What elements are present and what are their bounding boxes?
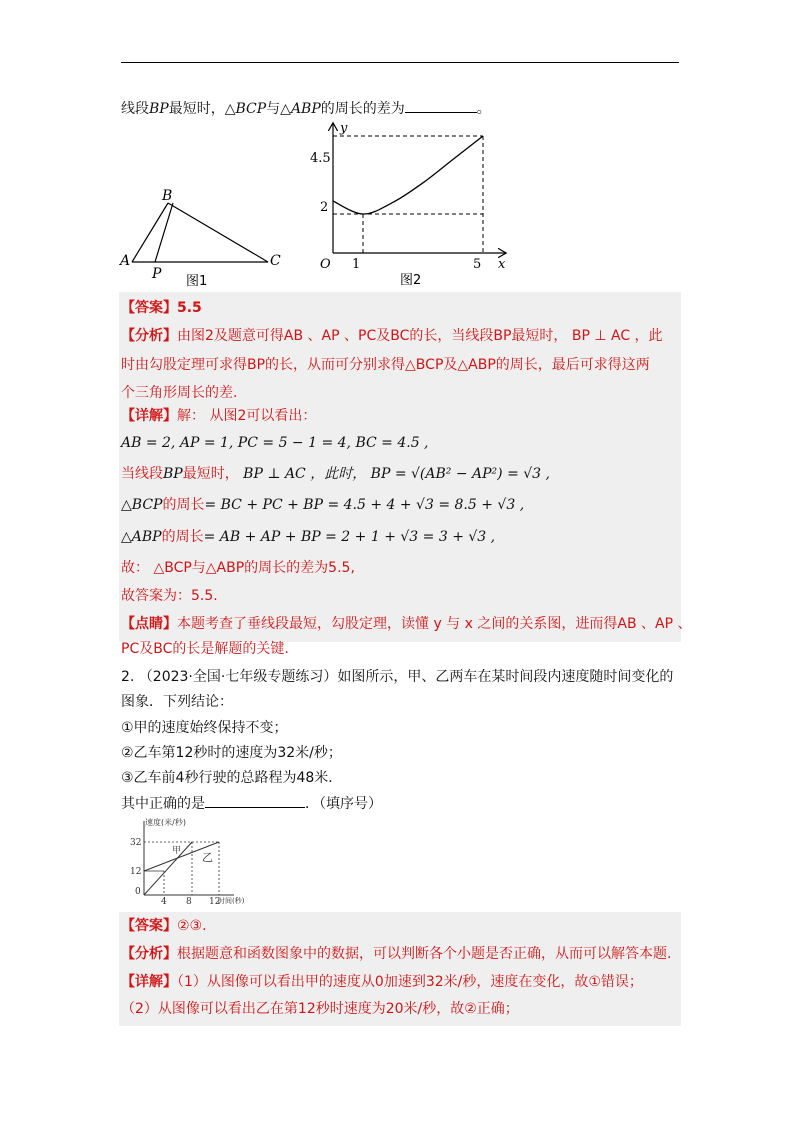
equation-line bbox=[121, 527, 495, 547]
q2-text: 其中正确的是 bbox=[121, 796, 205, 812]
analysis-text: 时由勾股定理可求得BP的长，从而可分别求得△BCP及△ABP的周长，最后可求得这两 bbox=[121, 357, 650, 373]
detail-line bbox=[121, 999, 519, 1019]
detail-tag: 【详解】 bbox=[121, 408, 177, 424]
equation-line bbox=[121, 433, 429, 453]
text: 的周长 bbox=[161, 529, 204, 545]
header-rule bbox=[121, 62, 679, 63]
q2-text: ①甲的速度始终保持不变； bbox=[121, 720, 288, 736]
comment-text: PC及BC的长是解题的关键. bbox=[121, 641, 289, 657]
y-tick-label: 2 bbox=[320, 200, 329, 215]
text: 最短时， bbox=[168, 101, 225, 117]
math-bp: BP bbox=[163, 466, 183, 482]
answer-line bbox=[121, 916, 207, 936]
q2-text: 图象．下列结论： bbox=[121, 694, 233, 710]
comment-tag: 【点睛】 bbox=[121, 616, 177, 632]
comment-line-1 bbox=[121, 614, 691, 634]
math-abp: △ABP bbox=[280, 101, 321, 117]
figure-2-graph bbox=[300, 118, 515, 290]
math-bp: BP bbox=[149, 101, 169, 117]
q2-line bbox=[121, 718, 288, 738]
equation-line bbox=[121, 495, 524, 515]
answer-value: ②③. bbox=[177, 918, 207, 934]
label-a: A bbox=[120, 253, 131, 269]
q1-tail-line bbox=[121, 98, 491, 119]
math-bcp: △BCP bbox=[224, 101, 267, 117]
equation-line bbox=[121, 464, 550, 484]
analysis-line bbox=[121, 944, 671, 964]
speed-time-chart bbox=[122, 815, 302, 905]
y-tick-label: 32 bbox=[130, 838, 142, 848]
figure-1-caption: 图1 bbox=[186, 274, 208, 289]
y-axis-label: 速度(米/秒) bbox=[145, 818, 186, 827]
x-tick-label: 4 bbox=[161, 897, 167, 905]
detail-line-1 bbox=[121, 406, 316, 426]
origin-label: O bbox=[320, 257, 331, 272]
segment-ab bbox=[132, 203, 168, 262]
conclusion-line bbox=[121, 558, 355, 578]
conclusion-text: 故： △BCP与△ABP的周长的差为5.5, bbox=[121, 560, 355, 576]
analysis-text: 根据题意和函数图象中的数据，可以判断各个小题是否正确，从而可以解答本题. bbox=[177, 946, 672, 962]
x-axis-label: 时间(秒) bbox=[218, 897, 245, 905]
answer-blank bbox=[205, 793, 305, 808]
q2-line bbox=[121, 743, 342, 763]
segment-bp bbox=[155, 203, 173, 262]
analysis-text: 由图2及题意可得AB 、AP 、PC及BC的长，当线段BP最短时， BP ⊥ AC ，此 bbox=[177, 328, 663, 344]
y-axis-label: y bbox=[340, 121, 348, 136]
analysis-tag: 【分析】 bbox=[121, 328, 177, 344]
text: 。 bbox=[476, 101, 491, 117]
analysis-line-2 bbox=[121, 355, 650, 375]
detail-text: （1）从图像可以看出甲的速度从0加速到32米/秒，速度在变化，故①错误； bbox=[177, 974, 643, 990]
q2-text: 2. （2023·全国·七年级专题练习）如图所示，甲、乙两车在某时间段内速度随时间变化的 bbox=[121, 669, 674, 685]
q2-text: ．（填序号） bbox=[305, 796, 382, 812]
q2-line bbox=[121, 768, 333, 788]
q2-line bbox=[121, 692, 233, 712]
q2-text: ③乙车前4秒行驶的总路程为48米. bbox=[121, 770, 333, 786]
yi-label: 乙 bbox=[202, 851, 213, 864]
figure-2-caption: 图2 bbox=[400, 273, 422, 288]
q2-line bbox=[121, 793, 382, 814]
analysis-tag: 【分析】 bbox=[121, 946, 177, 962]
x-tick-label: 12 bbox=[209, 897, 221, 905]
text: 的周长 bbox=[162, 497, 205, 513]
jia-label: 甲 bbox=[172, 846, 182, 856]
conclusion-text: 故答案为：5.5. bbox=[121, 588, 218, 604]
equation: BP ⊥ AC ，此时， BP = √(AB² − AP²) = √3 , bbox=[238, 466, 550, 482]
detail-text: 解： 从图2可以看出： bbox=[177, 408, 317, 424]
figure-1-triangle bbox=[118, 185, 288, 290]
comment-text: 本题考查了垂线段最短，勾股定理，读懂 y 与 x 之间的关系图，进而得AB 、AP 、 bbox=[177, 616, 692, 632]
label-b: B bbox=[162, 188, 173, 204]
data-curve bbox=[333, 136, 483, 214]
text: 最短时， bbox=[182, 466, 239, 482]
label-p: P bbox=[152, 266, 162, 282]
comment-line-2 bbox=[121, 639, 289, 659]
answer-blank bbox=[405, 98, 477, 113]
analysis-line-3 bbox=[121, 383, 237, 403]
detail-line bbox=[121, 972, 643, 992]
label-c: C bbox=[270, 253, 281, 269]
text: 当线段 bbox=[121, 466, 163, 482]
x-tick-label: 8 bbox=[186, 897, 192, 905]
answer-value: 5.5 bbox=[177, 300, 202, 316]
conclusion-line bbox=[121, 586, 218, 606]
text: 与 bbox=[266, 101, 281, 117]
answer-line bbox=[121, 298, 202, 318]
answer-tag: 【答案】 bbox=[121, 918, 177, 934]
text: 的周长的差为 bbox=[320, 101, 405, 117]
q2-line bbox=[121, 667, 673, 687]
y-tick-label: 12 bbox=[130, 867, 142, 877]
y-tick-label: 4.5 bbox=[310, 151, 331, 166]
analysis-line-1 bbox=[121, 326, 663, 346]
math-abp: △ABP bbox=[121, 529, 162, 545]
q2-text: ②乙车第12秒时的速度为32米/秒； bbox=[121, 745, 342, 761]
math-bcp: △BCP bbox=[121, 497, 163, 513]
equation: = AB + AP + BP = 2 + 1 + √3 = 3 + √3 , bbox=[203, 529, 496, 545]
x-axis-label: x bbox=[498, 257, 506, 272]
x-tick-label: 5 bbox=[473, 257, 482, 272]
equation: AB = 2, AP = 1, PC = 5 − 1 = 4, BC = 4.5 , bbox=[121, 435, 429, 451]
segment-bc bbox=[168, 203, 268, 262]
analysis-text: 个三角形周长的差. bbox=[121, 385, 238, 401]
equation: = BC + PC + BP = 4.5 + 4 + √3 = 8.5 + √3 , bbox=[204, 497, 525, 513]
text: 线段 bbox=[121, 101, 149, 117]
y-tick-label: 0 bbox=[135, 887, 141, 897]
detail-tag: 【详解】 bbox=[121, 974, 177, 990]
x-tick-label: 1 bbox=[352, 257, 361, 272]
answer-tag: 【答案】 bbox=[121, 300, 177, 316]
detail-text: （2）从图像可以看出乙在第12秒时速度为20米/秒，故②正确； bbox=[121, 1001, 519, 1017]
